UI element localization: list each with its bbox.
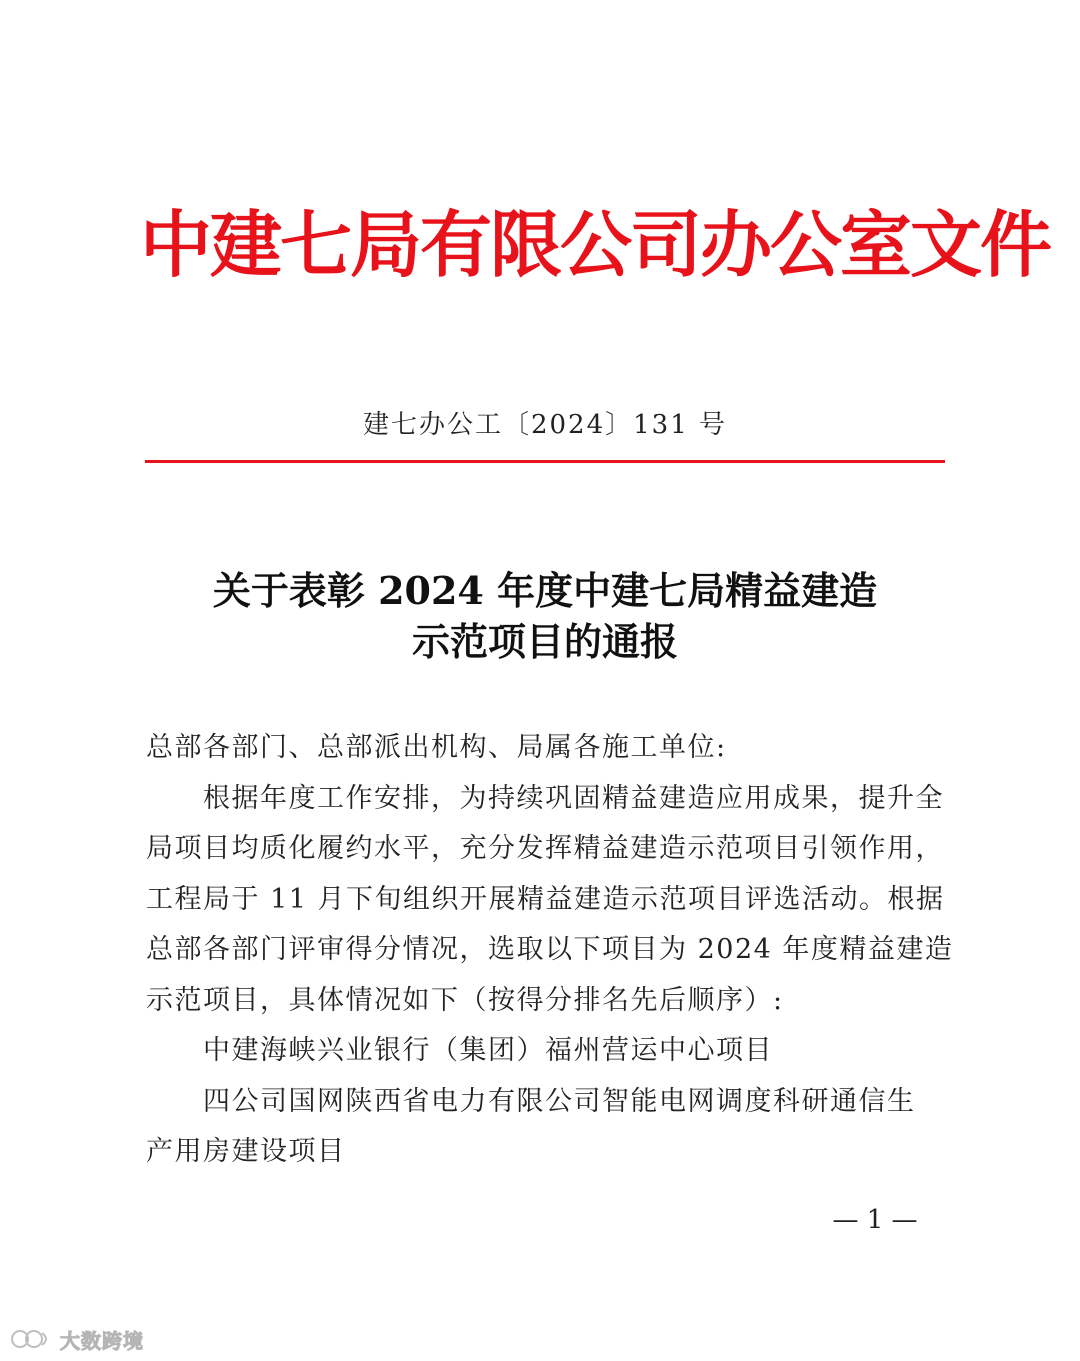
project-item: 四公司国网陕西省电力有限公司智能电网调度科研通信生 (146, 1086, 916, 1117)
document-title-line-2: 示范项目的通报 (411, 619, 678, 664)
document-title-line-1: 关于表彰 2024 年度中建七局精益建造 (212, 568, 878, 613)
paragraph-line: 示范项目，具体情况如下（按得分排名先后顺序）: (146, 985, 784, 1016)
salutation: 总部各部门、总部派出机构、局属各施工单位: (146, 732, 727, 763)
project-item: 中建海峡兴业银行（集团）福州营运中心项目 (146, 1035, 773, 1066)
paragraph-line: 根据年度工作安排，为持续巩固精益建造应用成果，提升全 (146, 783, 944, 814)
page-number: — 1 — (832, 1205, 918, 1235)
red-divider (145, 460, 945, 463)
project-item: 产用房建设项目 (146, 1136, 346, 1167)
document-number: 建七办公工〔2024〕131 号 (362, 410, 728, 440)
logo-icon (10, 1325, 54, 1353)
watermark-text: 大数跨境 (60, 1328, 144, 1353)
paragraph-line: 局项目均质化履约水平，充分发挥精益建造示范项目引领作用， (146, 833, 944, 864)
paragraph-line: 总部各部门评审得分情况，选取以下项目为 2024 年度精益建造 (146, 934, 954, 965)
paragraph-line: 工程局于 11 月下旬组织开展精益建造示范项目评选活动。根据 (146, 884, 945, 915)
watermark (10, 1322, 144, 1356)
masthead-title: 中建七局有限公司办公室文件 (140, 203, 1051, 287)
